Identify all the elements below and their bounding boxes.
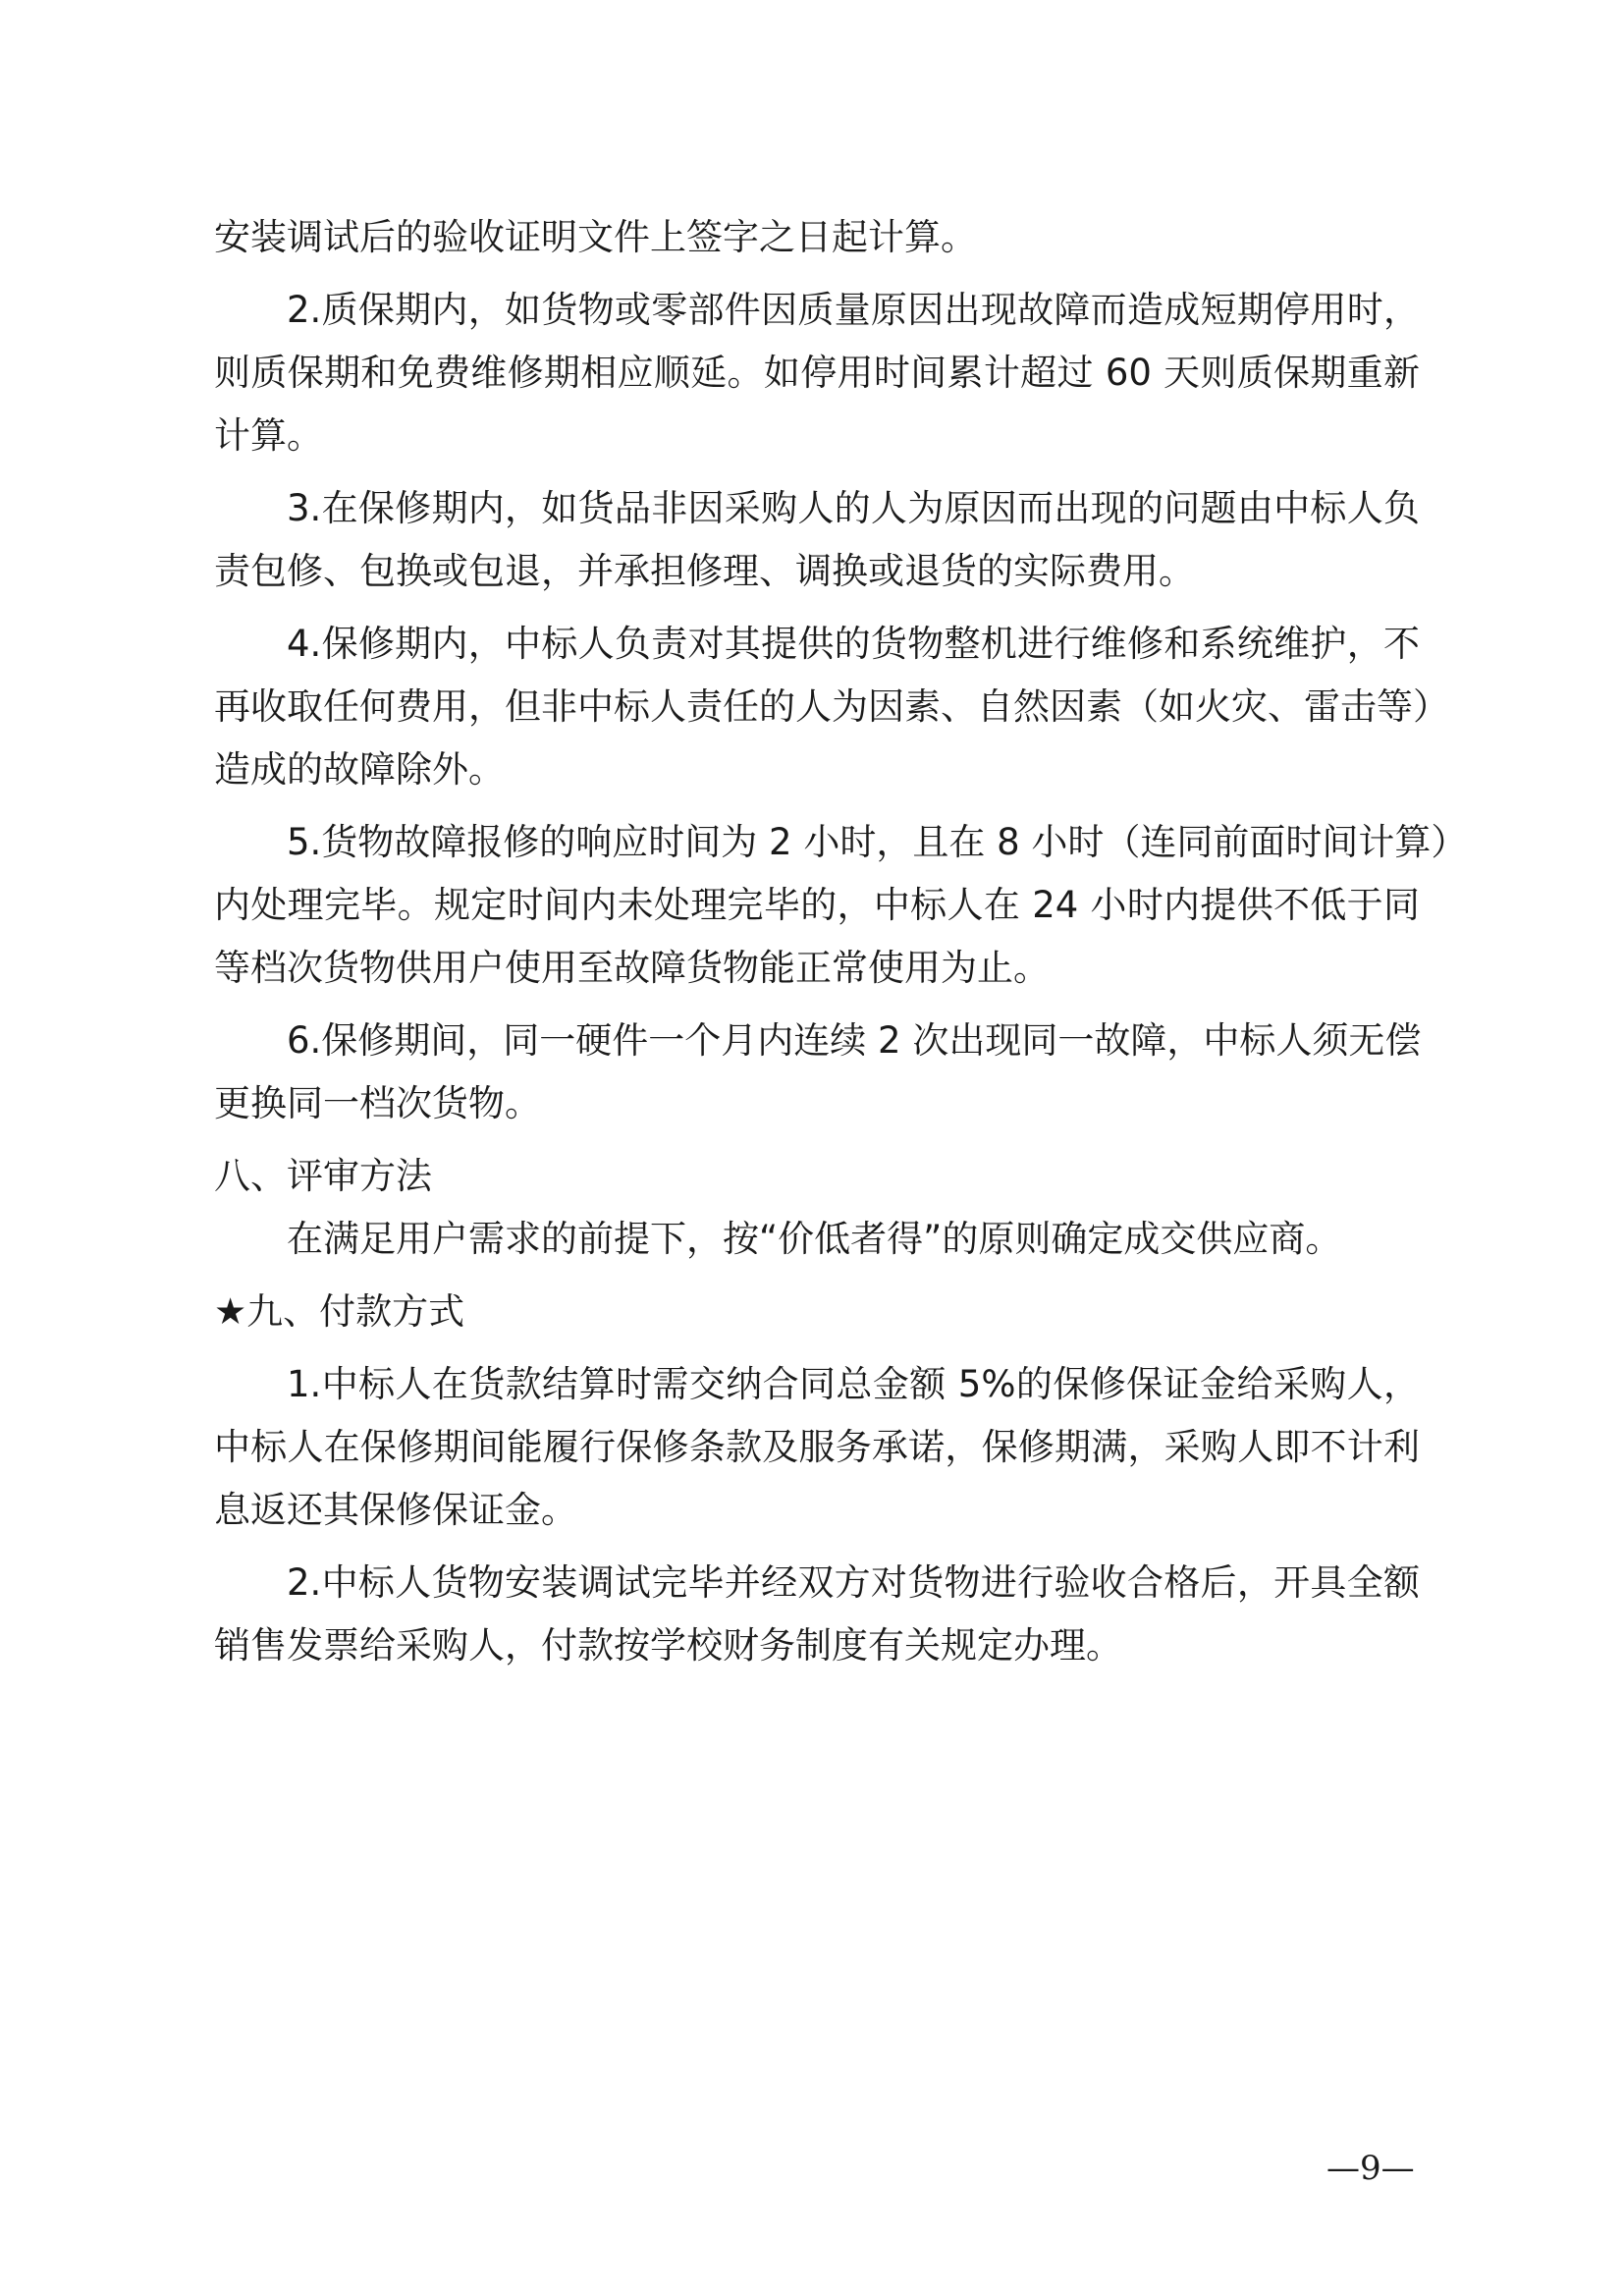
section-heading: 八、评审方法: [214, 1155, 432, 1197]
paragraph-line: 造成的故障除外。: [214, 748, 505, 791]
paragraph-line: 责包修、包换或包退，并承担修理、调换或退货的实际费用。: [214, 550, 1195, 592]
paragraph-line: 中标人在保修期间能履行保修条款及服务承诺，保修期满，采购人即不计利: [214, 1426, 1420, 1468]
paragraph-line: 销售发票给采购人，付款按学校财务制度有关规定办理。: [214, 1624, 1122, 1667]
paragraph-line: 6.保修期间，同一硬件一个月内连续 2 次出现同一故障，中标人须无偿: [287, 1019, 1422, 1062]
section-9: [214, 1281, 1420, 1677]
paragraph-line: 安装调试后的验收证明文件上签字之日起计算。: [214, 216, 977, 258]
paragraph-line: 3.在保修期内，如货品非因采购人的人为原因而出现的问题由中标人负: [287, 487, 1420, 529]
paragraph-line: 4.保修期内，中标人负责对其提供的货物整机进行维修和系统维护，不: [287, 623, 1420, 665]
paragraph-line: 计算。: [214, 414, 323, 457]
section-8: [214, 1145, 1420, 1271]
paragraph-line: 再收取任何费用，但非中标人责任的人为因素、自然因素（如火灾、雷击等）: [214, 685, 1449, 728]
paragraph-line: 在满足用户需求的前提下，按“价低者得”的原则确定成交供应商。: [287, 1218, 1342, 1260]
warranty-item-4: [214, 613, 1449, 801]
warranty-item-2: [214, 279, 1420, 467]
paragraph-line: 更换同一档次货物。: [214, 1082, 541, 1124]
page-number: —9—: [1326, 2149, 1415, 2188]
paragraph-line: 2.质保期内，如货物或零部件因质量原因出现故障而造成短期停用时，: [287, 289, 1420, 331]
continuation-paragraph: [214, 206, 1420, 269]
payment-item-1: [214, 1353, 1420, 1542]
warranty-item-3: [214, 477, 1420, 603]
warranty-item-6: [214, 1010, 1420, 1135]
payment-item-2: [214, 1552, 1420, 1677]
paragraph-line: 5.货物故障报修的响应时间为 2 小时，且在 8 小时（连同前面时间计算）: [287, 821, 1468, 863]
paragraph-line: 内处理完毕。规定时间内未处理完毕的，中标人在 24 小时内提供不低于同: [214, 884, 1420, 926]
paragraph-line: 等档次货物供用户使用至故障货物能正常使用为止。: [214, 947, 1050, 989]
paragraph-line: 2.中标人货物安装调试完毕并经双方对货物进行验收合格后，开具全额: [287, 1561, 1420, 1604]
paragraph-line: 息返还其保修保证金。: [214, 1489, 577, 1531]
paragraph-line: 1.中标人在货款结算时需交纳合同总金额 5%的保修保证金给采购人，: [287, 1363, 1420, 1405]
document-body: [214, 206, 1468, 1677]
paragraph-line: 则质保期和免费维修期相应顺延。如停用时间累计超过 60 天则质保期重新: [214, 352, 1420, 394]
warranty-item-5: [214, 811, 1468, 1000]
section-heading: ★九、付款方式: [214, 1290, 465, 1333]
